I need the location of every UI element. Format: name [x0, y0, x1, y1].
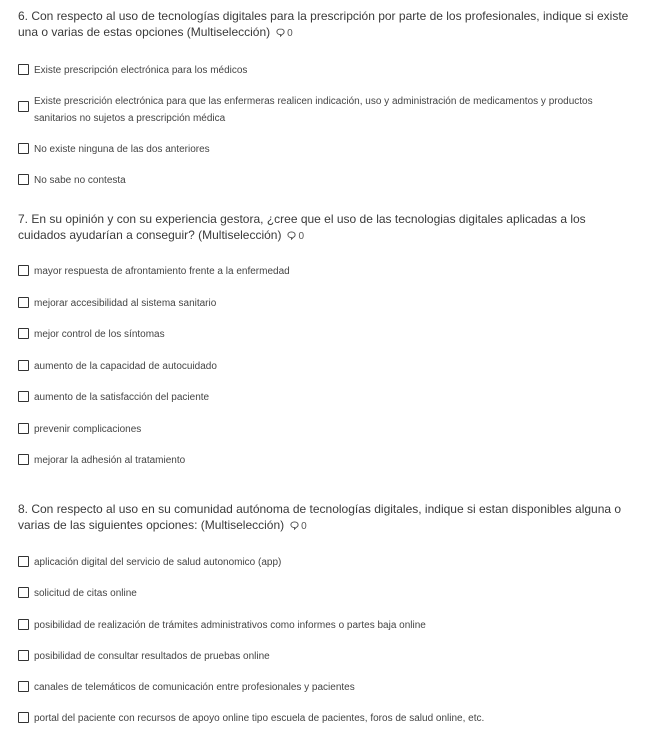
checkbox[interactable]	[18, 650, 29, 661]
checkbox[interactable]	[18, 360, 29, 371]
option-checkbox[interactable]	[18, 454, 185, 468]
checkbox[interactable]	[18, 619, 29, 630]
comment-icon[interactable]	[276, 28, 285, 37]
comment-count: 0	[298, 231, 305, 242]
option-checkbox[interactable]	[18, 93, 636, 127]
question-6	[18, 8, 636, 186]
option-checkbox[interactable]	[18, 712, 484, 726]
option-label: aumento de la capacidad de autocuidado	[34, 361, 217, 372]
option-label: Existe prescripción electrónica para los médicos	[34, 65, 248, 76]
option-label: posibilidad de consultar resultados de pruebas online	[34, 651, 270, 662]
option-label: posibilidad de realización de trámites administrativos como informes o partes baja online	[34, 620, 426, 631]
checkbox[interactable]	[18, 143, 29, 154]
option-checkbox[interactable]	[18, 556, 281, 570]
option-checkbox[interactable]	[18, 587, 137, 601]
option-label: aplicación digital del servicio de salud autonomico (app)	[34, 557, 282, 568]
checkbox[interactable]	[18, 101, 29, 112]
option-checkbox[interactable]	[18, 143, 210, 157]
checkbox[interactable]	[18, 265, 29, 276]
question-title: 7. En su opinión y con su experiencia gestora, ¿cree que el uso de las tecnologias digitales aplicadas a los cuidados ayudarían a conseguir? (Multiselección) 0	[18, 212, 586, 242]
option-checkbox[interactable]	[18, 360, 217, 374]
option-checkbox[interactable]	[18, 297, 216, 311]
option-checkbox[interactable]	[18, 328, 165, 342]
option-label: No sabe no contesta	[34, 175, 126, 186]
option-checkbox[interactable]	[18, 423, 141, 437]
option-checkbox[interactable]	[18, 265, 290, 279]
checkbox[interactable]	[18, 297, 29, 308]
option-checkbox[interactable]	[18, 391, 209, 405]
question-title: 6. Con respecto al uso de tecnologías digitales para la prescripción por parte de los profesionales, indique si existe una o varias de estas opciones (Multiselección) 0	[18, 9, 629, 39]
checkbox[interactable]	[18, 681, 29, 692]
question-8	[18, 501, 636, 724]
checkbox[interactable]	[18, 556, 29, 567]
checkbox[interactable]	[18, 328, 29, 339]
comment-count: 0	[287, 28, 293, 39]
option-label: portal del paciente con recursos de apoyo online tipo escuela de pacientes, foros de salud online, etc.	[34, 713, 485, 724]
option-label: canales de telemáticos de comunicación entre profesionales y pacientes	[34, 682, 355, 693]
checkbox[interactable]	[18, 712, 29, 723]
checkbox[interactable]	[18, 64, 29, 75]
checkbox[interactable]	[18, 454, 29, 465]
checkbox[interactable]	[18, 423, 29, 434]
comment-icon[interactable]	[290, 521, 299, 530]
checkbox[interactable]	[18, 391, 29, 402]
comment-count: 0	[301, 521, 307, 532]
question-title: 8. Con respecto al uso en su comunidad autónoma de tecnologías digitales, indique si estan disponibles alguna o varias de las siguientes opciones: (Multiselección) 0	[18, 502, 622, 532]
option-label: mejorar la adhesión al tratamiento	[34, 455, 186, 466]
option-label: mejorar accesibilidad al sistema sanitario	[34, 298, 217, 309]
question-7	[18, 211, 636, 466]
option-checkbox[interactable]	[18, 650, 270, 664]
option-label: mejor control de los síntomas	[34, 329, 165, 340]
option-checkbox[interactable]	[18, 64, 247, 78]
option-label: solicitud de citas online	[34, 588, 137, 599]
option-checkbox[interactable]	[18, 619, 426, 633]
option-label: aumento de la satisfacción del paciente	[34, 392, 210, 403]
comment-icon[interactable]	[287, 231, 296, 240]
option-label: prevenir complicaciones	[34, 424, 142, 435]
option-checkbox[interactable]	[18, 681, 355, 695]
checkbox[interactable]	[18, 174, 29, 185]
option-checkbox[interactable]	[18, 174, 126, 188]
option-label: mayor respuesta de afrontamiento frente a la enfermedad	[34, 266, 290, 277]
checkbox[interactable]	[18, 587, 29, 598]
option-label: Existe prescrición electrónica para que las enfermeras realicen indicación, uso y administración de medicamentos y productos sanitarios no sujetos a prescripción médica	[34, 96, 593, 124]
option-label: No existe ninguna de las dos anteriores	[34, 144, 210, 155]
